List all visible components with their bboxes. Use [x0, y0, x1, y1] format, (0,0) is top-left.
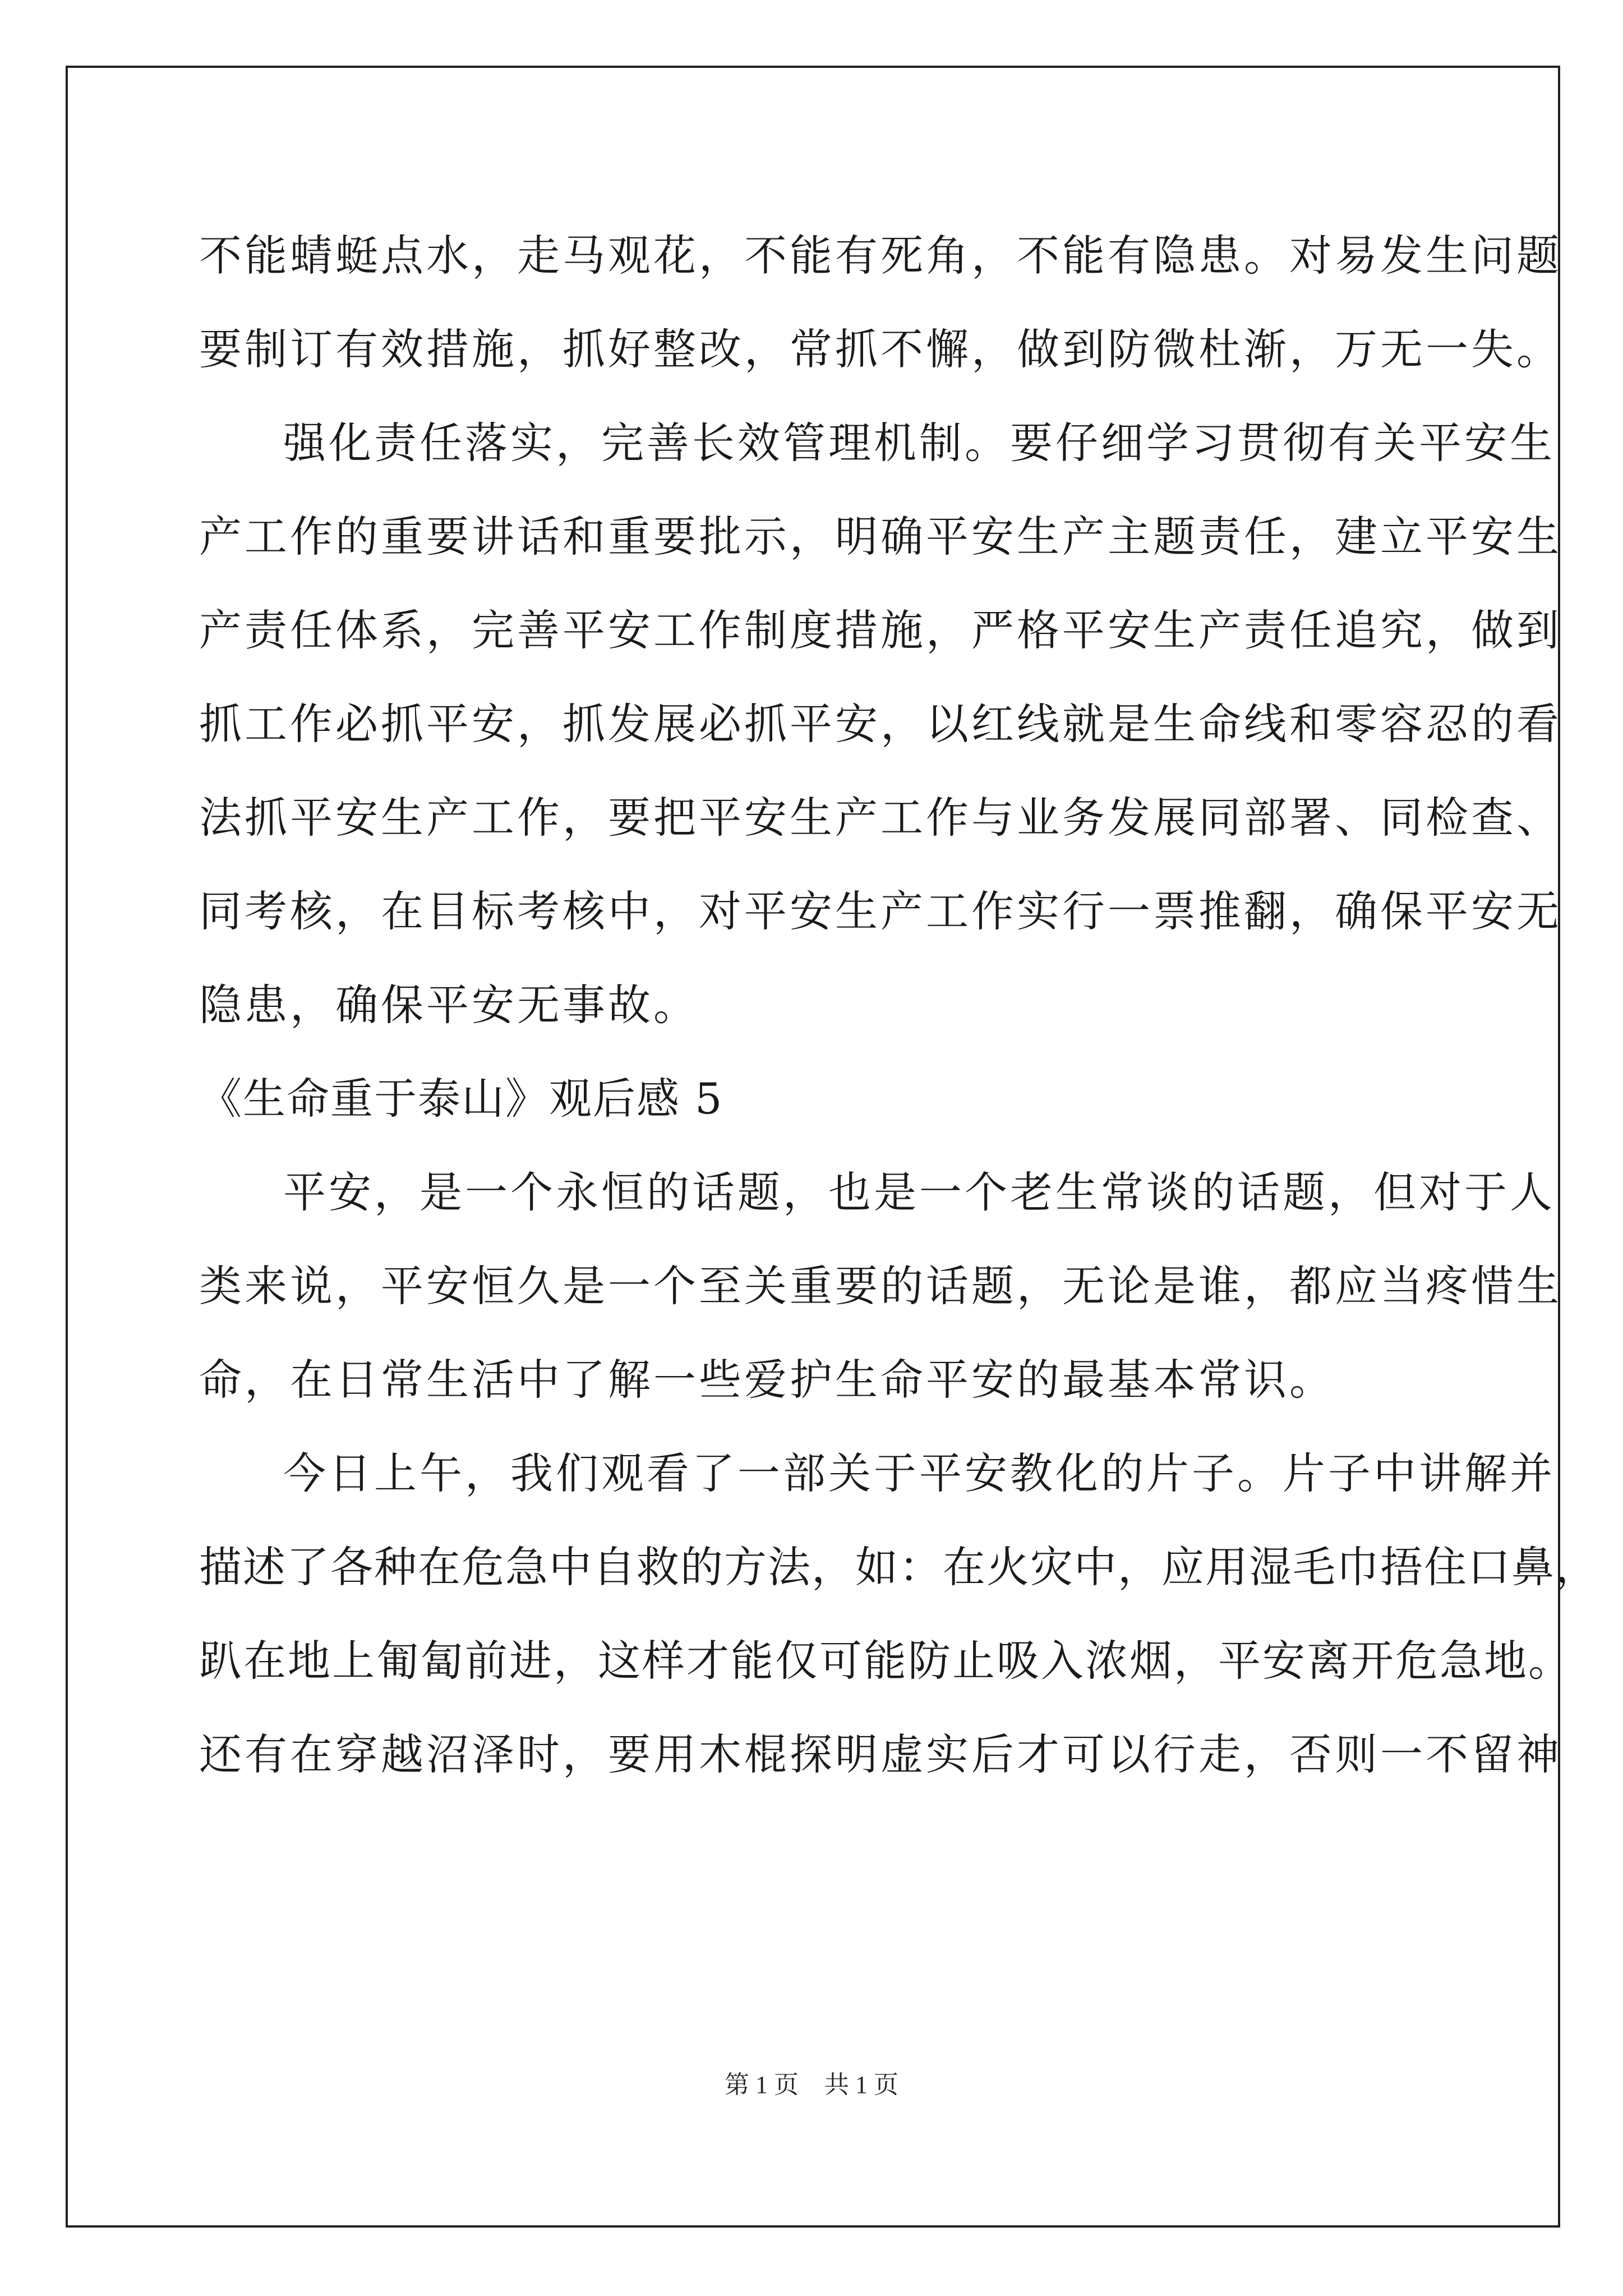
- paragraph-line: 类来说，平安恒久是一个至关重要的话题，无论是谁，都应当疼惜生: [199, 1261, 1562, 1311]
- paragraph-first-line: 平安，是一个永恒的话题，也是一个老生常谈的话题，但对于人: [283, 1167, 1555, 1217]
- paragraph-line: 法抓平安生产工作，要把平安生产工作与业务发展同部署、同检查、: [199, 793, 1562, 843]
- paragraph-first-line: 今日上午，我们观看了一部关于平安教化的片子。片子中讲解并: [283, 1448, 1555, 1498]
- page-total: 共 1 页: [824, 2071, 898, 2099]
- section-heading: 《生命重于泰山》观后感 5: [199, 1074, 723, 1124]
- page-number: 第 1 页: [725, 2071, 799, 2099]
- paragraph-line: 产工作的重要讲话和重要批示，明确平安生产主题责任，建立平安生: [199, 512, 1562, 562]
- paragraph-line: 同考核，在目标考核中，对平安生产工作实行一票推翻，确保平安无: [199, 886, 1562, 936]
- paragraph-first-line: 强化责任落实，完善长效管理机制。要仔细学习贯彻有关平安生: [283, 418, 1555, 468]
- paragraph-line: 不能蜻蜓点水，走马观花，不能有死角，不能有隐患。对易发生问题: [199, 231, 1562, 280]
- paragraph-line: 抓工作必抓平安，抓发展必抓平安，以红线就是生命线和零容忍的看: [199, 699, 1562, 749]
- paragraph-line: 命，在日常生活中了解一些爱护生命平安的最基本常识。: [199, 1355, 1335, 1405]
- paragraph-line: 描述了各种在危急中自救的方法，如：在火灾中，应用湿毛巾捂住口鼻，: [199, 1542, 1599, 1592]
- paragraph-line: 产责任体系，完善平安工作制度措施，严格平安生产责任追究，做到: [199, 605, 1562, 655]
- page-footer: [0, 2064, 1623, 2100]
- paragraph-line: 趴在地上匍匐前进，这样才能仅可能防止吸入浓烟，平安离开危急地。: [199, 1636, 1573, 1686]
- paragraph-line: 隐患，确保平安无事故。: [199, 980, 699, 1030]
- paragraph-line: 还有在穿越沼泽时，要用木棍探明虚实后才可以行走，否则一不留神: [199, 1729, 1562, 1779]
- paragraph-line: 要制订有效措施，抓好整改，常抓不懈，做到防微杜渐，万无一失。: [199, 324, 1562, 374]
- document-body: [199, 209, 1599, 1801]
